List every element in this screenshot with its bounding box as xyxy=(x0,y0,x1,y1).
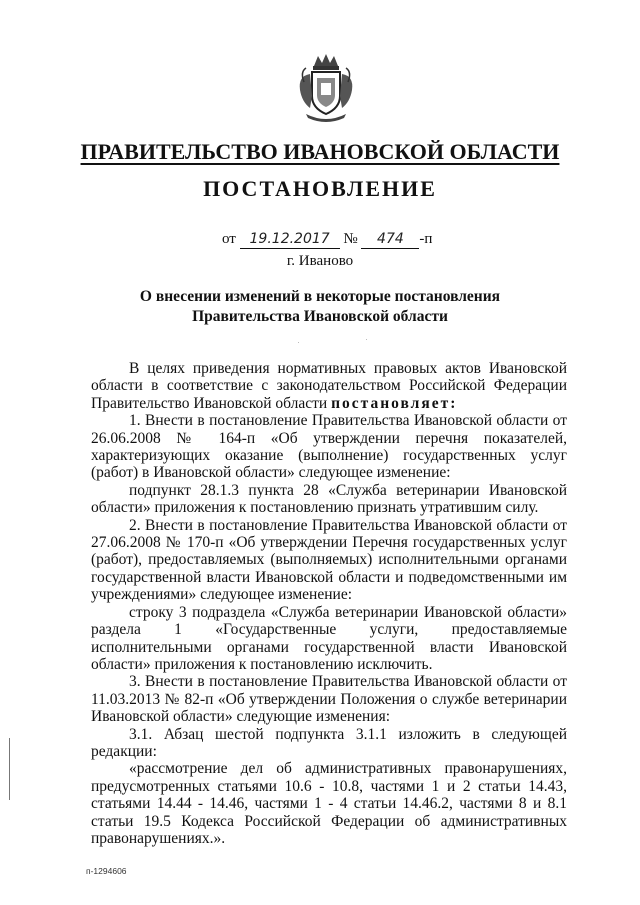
title-line-2: Правительства Ивановской области xyxy=(192,308,448,325)
number-value: 474 xyxy=(361,231,419,249)
date-value: 19.12.2017 xyxy=(240,231,340,249)
paragraph-3-1: 3.1. Абзац шестой подпункта 3.1.1 изложить в следующей редакции: xyxy=(91,725,567,760)
paragraph-intro xyxy=(91,360,567,412)
city: г. Иваново xyxy=(286,253,354,269)
paragraph-1a: подпункт 28.1.3 пункта 28 «Служба ветеринарии Ивановской области» приложения к постановлению признать утратившим силу. xyxy=(91,481,567,517)
document-number: п-1294606 xyxy=(86,866,127,876)
title-line-1: О внесении изменений в некоторые постановления xyxy=(139,288,501,305)
paragraph-3: 3. Внести в постановление Правительства Ивановской области от 11.03.2013 № 82-п «Об утверждении Положения о службе ветеринарии Ивановской области» следующие изменения: xyxy=(91,673,567,726)
paragraph-2: 2. Внести в постановление Правительства Ивановской области от 27.06.2008 № 170-п «Об утверждении Перечня государственных услуг (работ), предоставляемых (выполняемых) исполнительными органами государственной власти Ивановской области и подведомственными им учреждениями» следующее изменение: xyxy=(91,516,567,604)
paragraph-3-1-quote: «рассмотрение дел об административных правонарушениях, предусмотренных статьями 10.6 - 10.8, частями 1 и 2 статьи 14.43, статьями 14.44 - 14.46, частями 1 - 4 статьи 14.46.2, частями 8 и 8.1 статьи 19.5 Кодекса Российской Федерации об административных правонарушениях.». xyxy=(91,760,567,847)
scan-speck xyxy=(298,342,299,343)
decree-verb: постановляет: xyxy=(331,394,458,412)
intro-text: В целях приведения нормативных правовых актов Ивановской области в соответствие с законодательством Российской Федерации Правительство Ивановской области xyxy=(91,360,567,412)
document-title xyxy=(0,287,640,327)
paragraph-1: 1. Внести в постановление Правительства Ивановской области от 26.06.2008 № 164-п «Об утверждении перечня показателей, характеризующих оказание (выполнение) государственных услуг (работ) в Ивановской области» следующее изменение: xyxy=(91,412,567,482)
coat-of-arms-icon xyxy=(294,52,358,126)
date-number-line xyxy=(222,231,432,249)
document-type: ПОСТАНОВЛЕНИЕ xyxy=(203,176,437,201)
organization-name: ПРАВИТЕЛЬСТВО ИВАНОВСКОЙ ОБЛАСТИ xyxy=(80,139,560,164)
number-sign: № xyxy=(343,231,358,247)
margin-mark xyxy=(9,738,10,800)
paragraph-2a: строку 3 подраздела «Служба ветеринарии Ивановской области» раздела 1 «Государственные услуги, предоставляемые исполнительными органами государственной власти Ивановской области» приложения к постановлению исключить. xyxy=(91,603,567,673)
number-suffix: -п xyxy=(419,231,433,247)
document-body xyxy=(91,360,567,847)
scan-speck xyxy=(366,339,367,340)
date-prefix: от xyxy=(222,231,236,247)
